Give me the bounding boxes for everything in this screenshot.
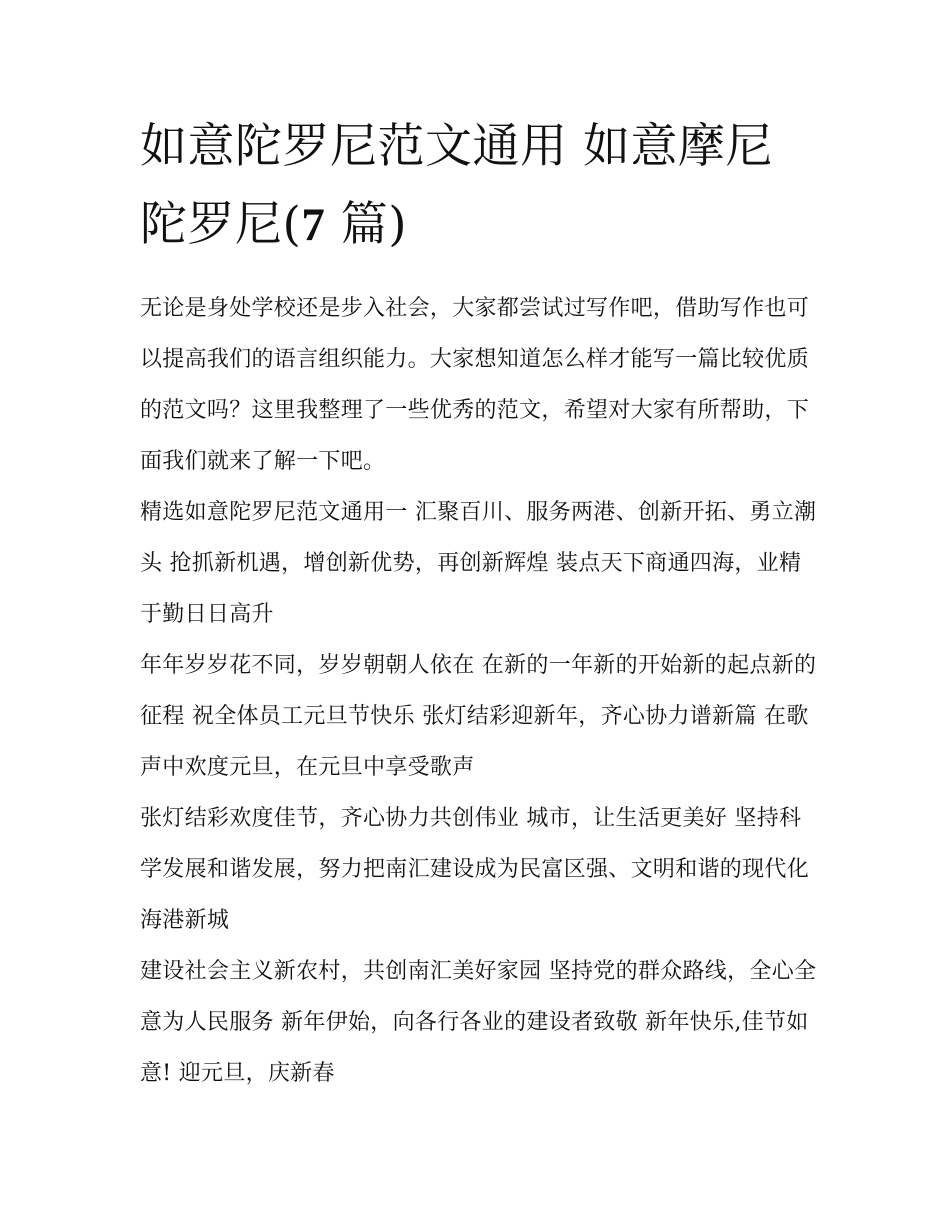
document-content [140, 108, 820, 1099]
document-title-number: 7 [301, 199, 326, 251]
body-paragraph: 年年岁岁花不同，岁岁朝朝人依在 在新的一年新的开始新的起点新的征程 祝全体员工元旦节快乐 张灯结彩迎新年，齐心协力谱新篇 在歌声中欢度元旦，在元旦中享受歌声 [140, 653, 817, 780]
body-paragraph: 精选如意陀罗尼范文通用一 汇聚百川、服务两港、创新开拓、勇立潮头 抢抓新机遇，增创新优势，再创新辉煌 装点天下商通四海，业精于勤日日高升 [140, 500, 817, 627]
body-paragraph: 建设社会主义新农村，共创南汇美好家园 坚持党的群众路线，全心全意为人民服务 新年伊始，向各行各业的建设者致敬 新年快乐,佳节如意! 迎元旦，庆新春 [140, 959, 817, 1086]
document-title [140, 108, 820, 264]
body-paragraph: 张灯结彩欢度佳节，齐心协力共创伟业 城市，让生活更美好 坚持科学发展和谐发展，努力把南汇建设成为民富区强、文明和谐的现代化海港新城 [140, 806, 810, 933]
document-title-suffix: 篇) [325, 197, 408, 252]
intro-paragraph: 无论是身处学校还是步入社会，大家都尝试过写作吧，借助写作也可以提高我们的语言组织能力。大家想知道怎么样才能写一篇比较优质的范文吗？这里我整理了一些优秀的范文，希望对大家有所帮助，下面我们就来了解一下吧。 [140, 296, 810, 474]
document-title-text: 如意陀罗尼范文通用 如意摩尼陀罗尼( [140, 119, 773, 252]
